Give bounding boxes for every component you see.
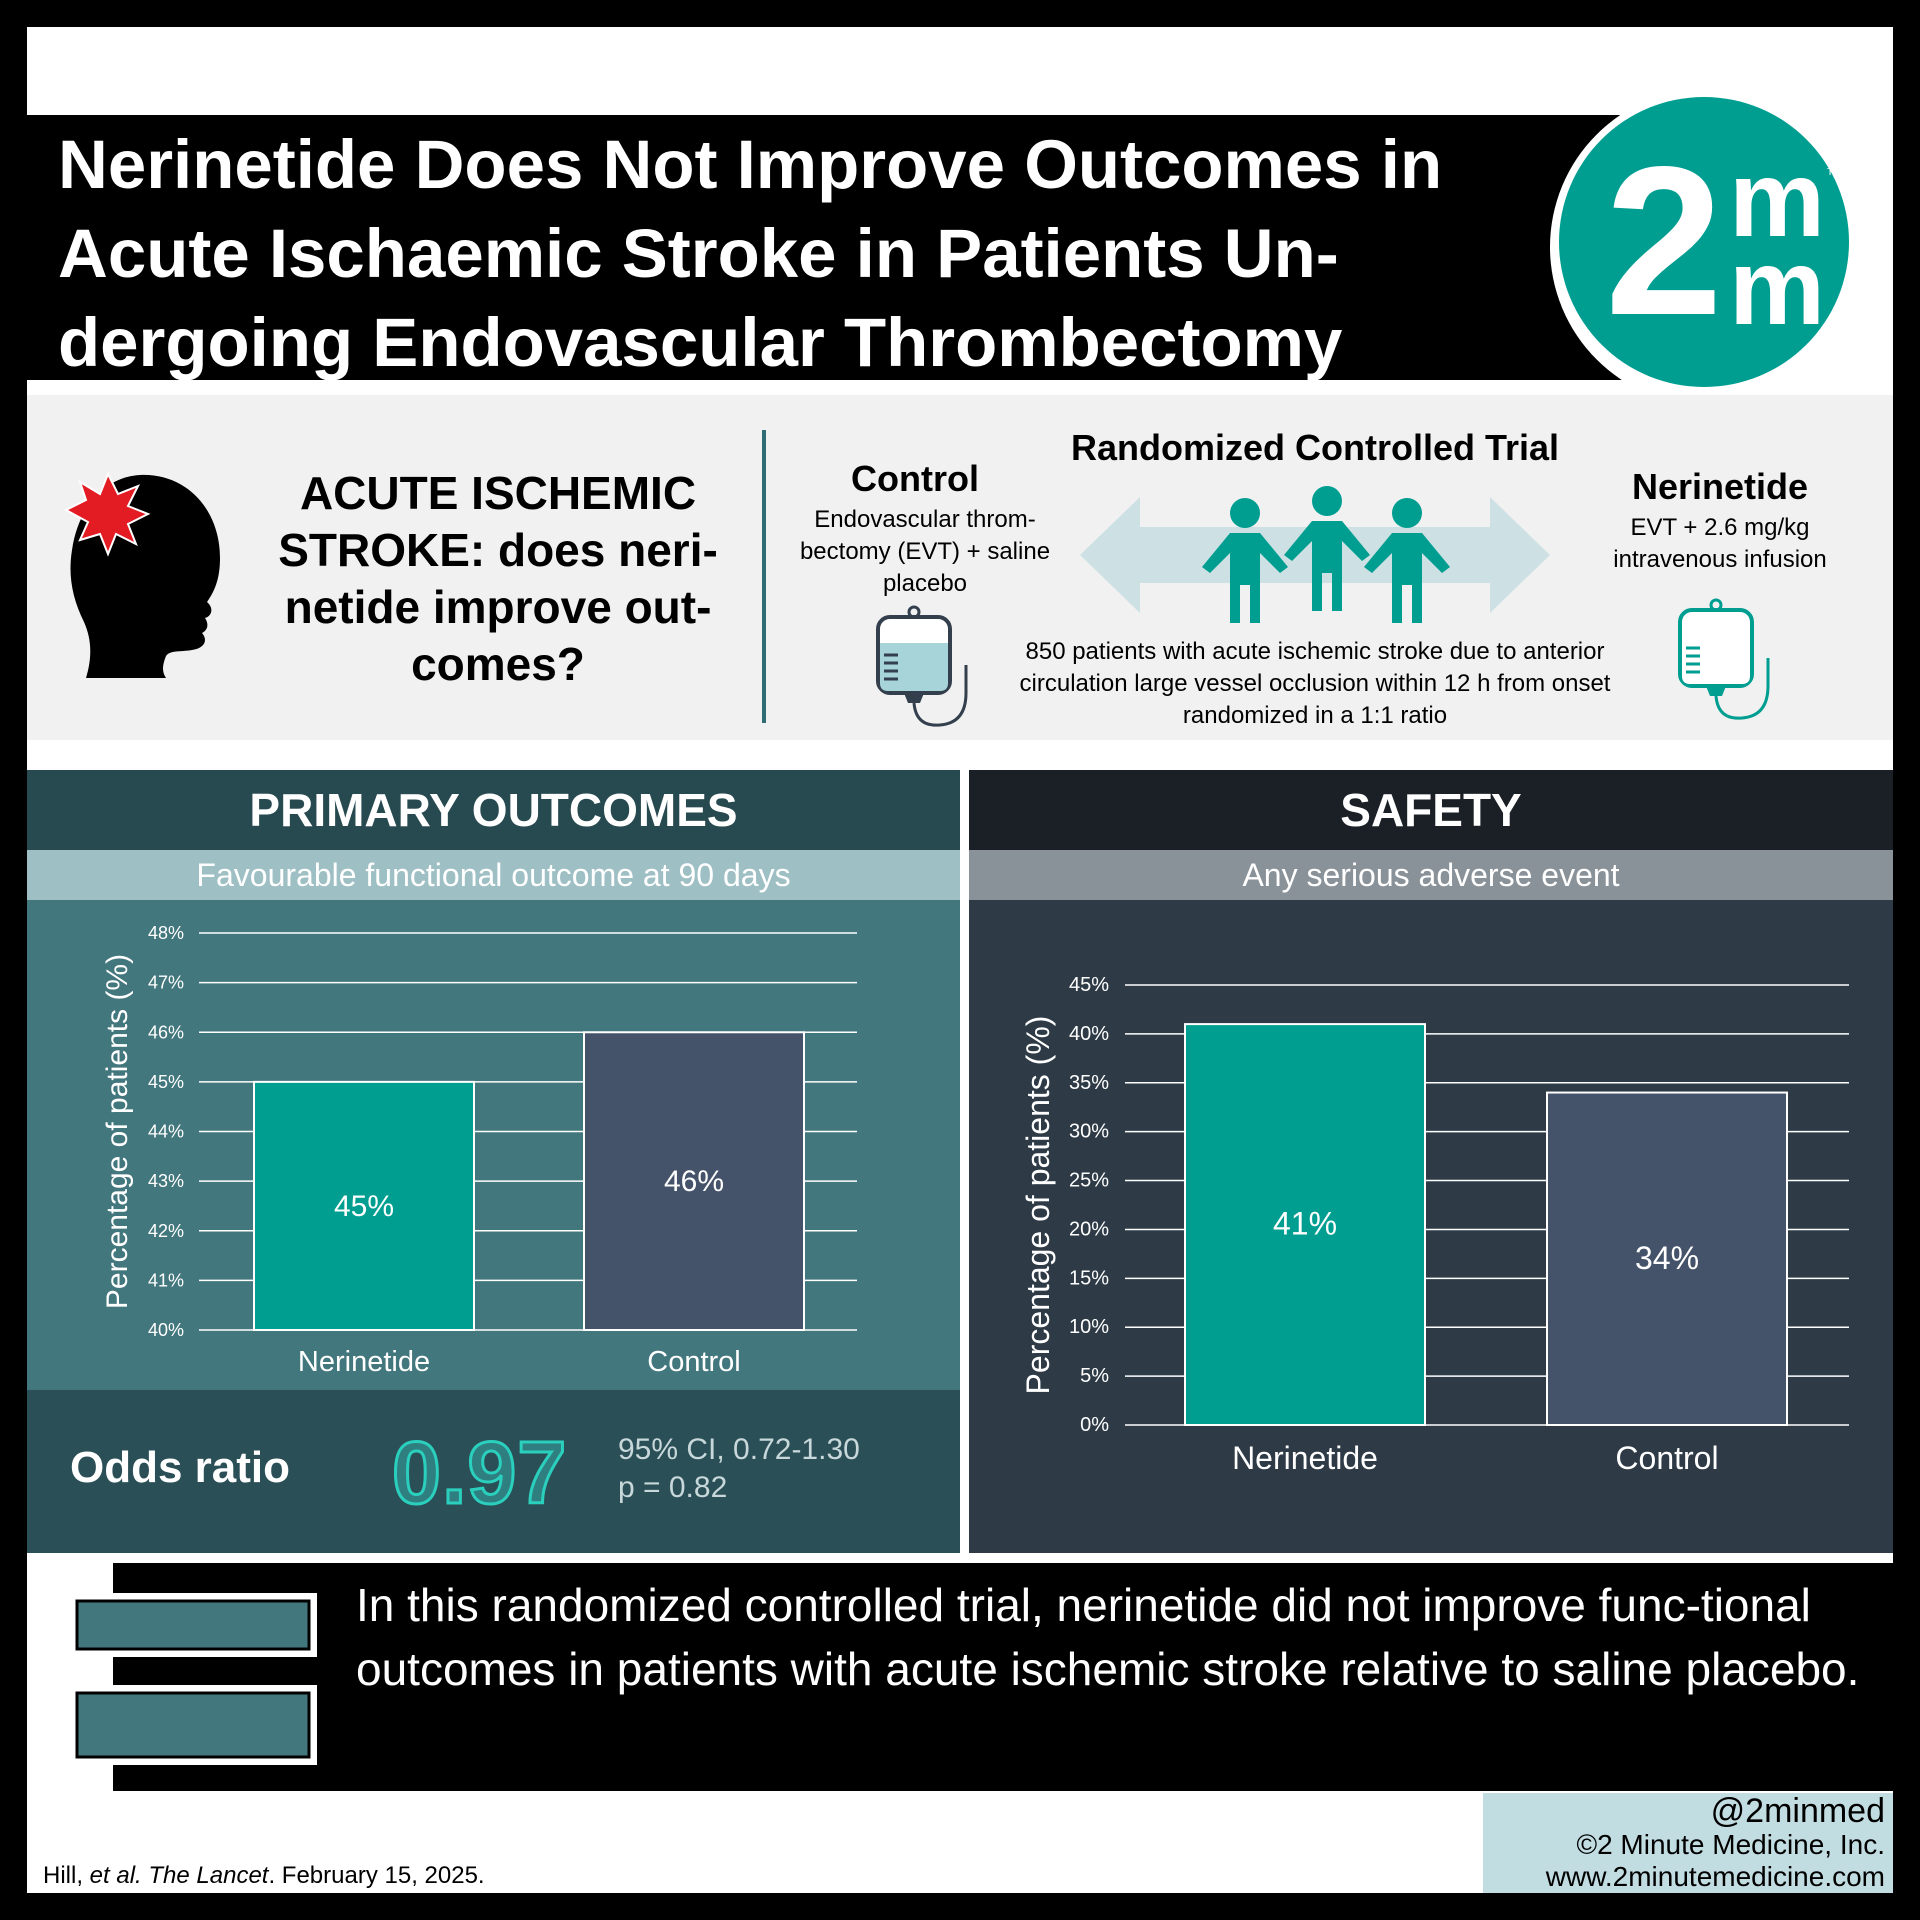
y-tick-label: 47% bbox=[147, 972, 184, 993]
bar-value-label: 46% bbox=[663, 1165, 725, 1199]
y-tick-label: 40% bbox=[1068, 1022, 1109, 1045]
primary-outcomes-heading: PRIMARY OUTCOMES bbox=[27, 770, 960, 850]
credit-text bbox=[1483, 1793, 1885, 1893]
y-tick-label: 5% bbox=[1080, 1365, 1109, 1388]
control-arm-description: Endovascular throm-bectomy (EVT) + saline placebo bbox=[799, 506, 1051, 597]
citation-et-al: et al. bbox=[89, 1862, 142, 1889]
primary-outcome-chart bbox=[27, 900, 960, 1390]
y-tick-label: 43% bbox=[147, 1171, 184, 1192]
x-category-label: Control bbox=[1615, 1440, 1719, 1476]
y-tick-label: 10% bbox=[1068, 1316, 1109, 1339]
conclusion-bars-icon bbox=[66, 1590, 320, 1768]
research-question: ACUTE ISCHEMIC STROKE: does neri-netide improve out-comes? bbox=[278, 467, 718, 690]
bar-value-label: 41% bbox=[1272, 1205, 1338, 1242]
logo-trademark: TM bbox=[1827, 167, 1842, 178]
trial-design-title: Randomized Controlled Trial bbox=[1070, 427, 1560, 468]
y-tick-label: 42% bbox=[147, 1220, 184, 1241]
x-category-label: Nerinetide bbox=[1232, 1440, 1378, 1476]
bar-value-label: 34% bbox=[1634, 1239, 1700, 1276]
confidence-interval: 95% CI, 0.72-1.30 bbox=[618, 1433, 860, 1466]
logo-letter-bottom: m bbox=[1729, 226, 1826, 347]
y-tick-label: 25% bbox=[1068, 1169, 1109, 1192]
conclusion-text: In this randomized controlled trial, nerinetide did not improve func-tional outcomes in patients with acute ischemic stroke relative to saline placebo. bbox=[356, 1579, 1860, 1695]
y-tick-label: 20% bbox=[1068, 1218, 1109, 1241]
logo-letter-top: m bbox=[1729, 138, 1826, 259]
citation bbox=[43, 1862, 485, 1890]
safety-heading: SAFETY bbox=[969, 770, 1893, 850]
y-tick-label: 41% bbox=[147, 1270, 184, 1291]
social-handle: @2minmed bbox=[1710, 1792, 1885, 1830]
citation-journal: The Lancet bbox=[141, 1862, 269, 1889]
nerinetide-arm-title: Nerinetide bbox=[1631, 466, 1809, 507]
control-arm-title: Control bbox=[851, 458, 979, 499]
y-tick-label: 45% bbox=[147, 1071, 184, 1092]
y-tick-label: 35% bbox=[1068, 1071, 1109, 1094]
y-tick-label: 0% bbox=[1080, 1414, 1109, 1436]
primary-outcomes-subheading: Favourable functional outcome at 90 days bbox=[27, 850, 960, 900]
copyright: ©2 Minute Medicine, Inc. bbox=[1576, 1829, 1885, 1860]
odds-ratio-label: Odds ratio bbox=[70, 1443, 291, 1492]
infusion-bag-icon bbox=[1672, 598, 1787, 723]
citation-date: . February 15, 2025. bbox=[268, 1862, 485, 1889]
safety-chart bbox=[969, 900, 1893, 1553]
logo-circle bbox=[1559, 97, 1849, 387]
y-tick-label: 48% bbox=[147, 923, 184, 943]
page-title: Nerinetide Does Not Improve Outcomes in Acute Ischaemic Stroke in Patients Un-dergoing Endovascular Thrombectomy bbox=[58, 126, 1443, 381]
nerinetide-arm-description: EVT + 2.6 mg/kg intravenous infusion bbox=[1613, 514, 1827, 573]
y-axis-title: Percentage of patients (%) bbox=[101, 953, 134, 1310]
head-silhouette-icon bbox=[62, 470, 227, 680]
safety-subheading: Any serious adverse event bbox=[969, 850, 1893, 900]
p-value: p = 0.82 bbox=[618, 1471, 728, 1504]
brand-logo bbox=[1550, 88, 1868, 406]
saline-bag-icon bbox=[870, 605, 985, 730]
odds-ratio-value: 0.97 bbox=[392, 1423, 568, 1522]
y-tick-label: 45% bbox=[1068, 974, 1109, 996]
y-tick-label: 46% bbox=[147, 1022, 184, 1043]
bar-value-label: 45% bbox=[333, 1189, 395, 1223]
x-category-label: Control bbox=[647, 1346, 741, 1378]
y-tick-label: 40% bbox=[147, 1320, 184, 1340]
y-tick-label: 30% bbox=[1068, 1120, 1109, 1143]
website-link[interactable]: www.2minutemedicine.com bbox=[1545, 1861, 1885, 1892]
trial-population-description: 850 patients with acute ischemic stroke due to anterior circulation large vessel occlusion within 12 h from onset randomized in a 1:1 ratio bbox=[1019, 638, 1611, 729]
citation-authors: Hill, bbox=[43, 1862, 90, 1889]
y-axis-title: Percentage of patients (%) bbox=[1020, 1015, 1056, 1395]
randomization-arrow-icon bbox=[1080, 475, 1550, 635]
odds-ratio-stats bbox=[618, 1431, 860, 1507]
x-category-label: Nerinetide bbox=[297, 1346, 431, 1378]
y-tick-label: 44% bbox=[147, 1121, 184, 1142]
logo-number: 2 bbox=[1605, 122, 1717, 359]
y-tick-label: 15% bbox=[1068, 1267, 1109, 1290]
intro-divider bbox=[762, 430, 766, 723]
